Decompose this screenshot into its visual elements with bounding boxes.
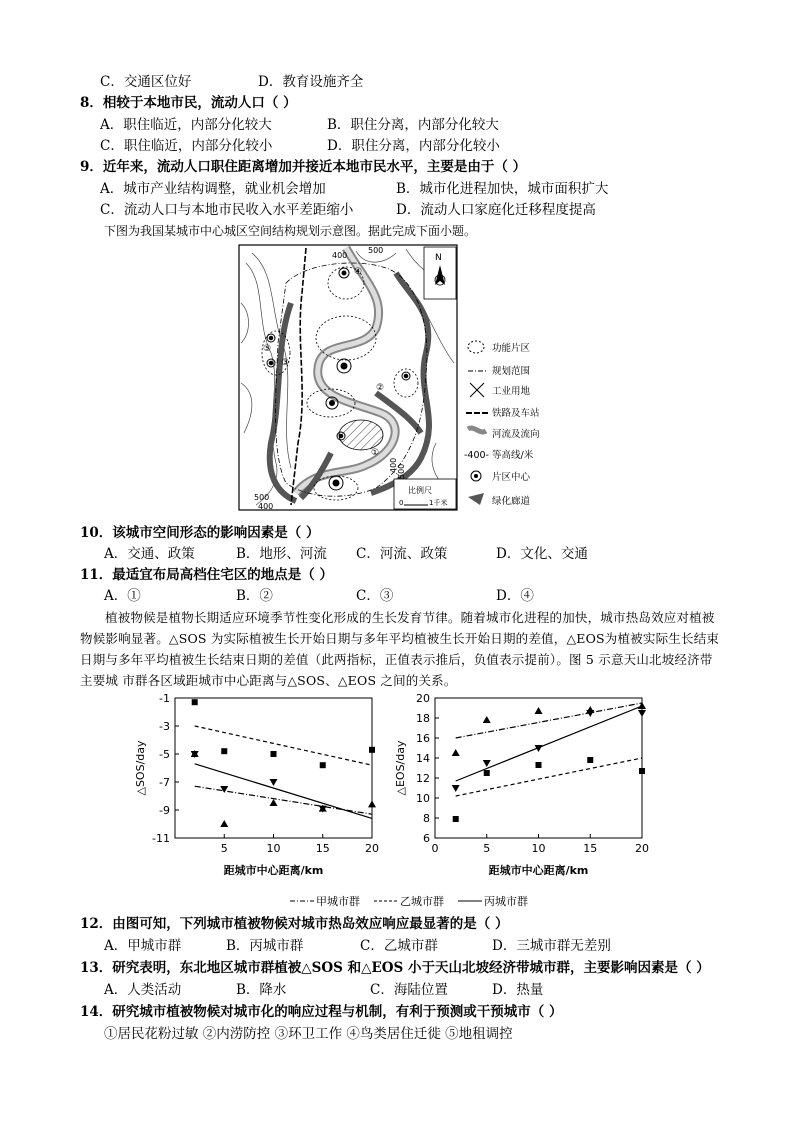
passage: 植被物候是植物长期适应环境季节性变化形成的生长发育节律。随着城市化进程的加快，城市热岛效应对植被物候影响显著。△SOS 为实际植被生长开始日期与多年平均植被生长开始日期的差值，△EOS为植被实际生长结束日期与多年平均植被生长结束日期的差值（此两指标，正值表示推后，负值表示提前）。图 5 示意天山北坡经济带主要城 市群各区域距城市中心距离与△SOS、△EOS 之间的关系。 [80,610,720,688]
marker-5: ⑤ [263,344,272,354]
point-square [221,748,227,754]
svg-text:400: 400 [332,251,348,260]
q8-option-c: C．职住临近，内部分化较小 [100,138,273,154]
y-tick-label: -1 [159,692,170,705]
trend-line [195,726,372,765]
y-tick-label: 12 [416,772,430,785]
y-tick-label: -11 [152,832,170,845]
svg-text:500: 500 [254,493,270,502]
point-square [271,751,277,757]
legend-line-jia [290,897,316,905]
svg-text:400: 400 [258,502,274,511]
point-triangle-down [483,760,491,767]
q11-stem: 11．最适宜布局高档住宅区的地点是（ ） [80,567,333,583]
x-tick-label: 10 [531,842,546,855]
q8-option-d: D．职住分离，内部分化较小 [327,138,500,154]
q9-option-b: B．城市化进程加快，城市面积扩大 [396,181,609,197]
q7-option-c: C．交通区位好 [100,74,192,90]
map-intro: 下图为我国某城市中心城区空间结构规划示意图。据此完成下面小题。 [104,224,477,238]
plot-frame [175,698,372,838]
point-triangle-up [535,707,543,714]
marker-1: ① [371,448,380,458]
q10-stem: 10．该城市空间形态的影响因素是（ ） [80,525,320,541]
legend-industrial: 工业用地 [492,386,531,397]
marker-3: ③ [281,358,290,368]
q9-option-c: C．流动人口与本地市民收入水平差距缩小 [100,202,354,218]
y-tick-label: -7 [159,776,170,789]
y-tick-label: -5 [159,748,170,761]
legend-center: 片区中心 [492,472,531,483]
x-axis-label: 距城市中心距离/km [223,864,324,877]
point-triangle-down [638,710,646,717]
y-tick-label: 20 [416,692,430,705]
svg-text:比例尺: 比例尺 [408,486,432,495]
y-tick-label: 6 [423,832,430,845]
x-tick-label: 15 [315,842,330,855]
x-tick-label: 10 [266,842,281,855]
legend-green-corridor: 绿化廊道 [492,496,531,507]
q7-option-d: D．教育设施齐全 [258,74,364,90]
svg-text:500: 500 [368,246,384,255]
sos-chart [130,690,390,890]
map-legend [464,341,540,507]
point-triangle-up [270,799,278,806]
trend-line [195,764,372,819]
scale-bar [394,479,456,509]
north-arrow [424,247,456,299]
x-tick-label: 5 [483,842,491,855]
point-triangle-up [586,706,594,713]
q10-option-b: B．地形、河流 [236,546,327,562]
x-tick-label: 20 [365,842,379,855]
point-triangle-up [452,749,460,756]
svg-text:1千米: 1千米 [429,499,448,507]
y-axis-label: △SOS/day [134,740,147,796]
legend-planning-boundary: 规划范围 [492,366,531,377]
marker-2: ② [376,383,385,393]
point-square [192,699,198,705]
point-triangle-down [270,779,278,786]
y-tick-label: -3 [159,720,170,733]
y-axis-label: △EOS/day [394,740,407,796]
q13-option-a: A．人类活动 [104,982,182,998]
q11-option-b: B．② [236,588,273,604]
legend-railway: 铁路及车站 [492,408,540,419]
q12-stem: 12．由图可知，下列城市植被物候对城市热岛效应响应最显著的是（ ） [80,916,509,932]
trend-line [456,706,642,781]
q9-option-d: D．流动人口家庭化迁移程度提高 [396,202,596,218]
y-tick-label: -9 [159,804,170,817]
city-structure-map [236,243,556,515]
legend-label-jia: 甲城市群 [316,895,360,908]
y-tick-label: 10 [416,792,430,805]
point-square [536,762,542,768]
q12-option-c: C．乙城市群 [360,938,438,954]
y-tick-label: 16 [416,732,430,745]
q8-stem: 8．相较于本地市民，流动人口（ ） [80,95,297,111]
legend-label-yi: 乙城市群 [400,895,444,908]
point-triangle-down [452,785,460,792]
chart-legend [290,893,528,909]
q12-option-a: A．甲城市群 [104,938,182,954]
point-triangle-down [220,786,228,793]
legend-river: 河流及流向 [492,429,540,440]
eos-chart [390,690,660,890]
point-square [320,762,326,768]
q14-stem: 14．研究城市植被物候对城市化的响应过程与机制，有利于预测或干预城市（ ） [80,1004,563,1020]
q12-option-b: B．丙城市群 [226,938,304,954]
q13-stem: 13．研究表明，东北地区城市群植被△SOS 和△EOS 小于天山北坡经济带城市群，主要影响因素是（ ） [80,960,710,976]
svg-text:N: N [435,253,442,263]
industrial-land [339,420,383,450]
q13-option-b: B．降水 [236,982,287,998]
legend-contour: -400- 等高线/米 [464,450,534,461]
legend-line-bing [458,897,484,905]
q11-option-d: D．④ [496,588,534,604]
svg-text:400: 400 [389,457,398,473]
x-tick-label: 0 [431,842,439,855]
point-square [453,816,459,822]
q10-option-c: C．河流、政策 [356,546,448,562]
svg-text:500: 500 [397,463,406,479]
point-square [639,768,645,774]
x-tick-label: 20 [635,842,649,855]
legend-label-bing: 丙城市群 [484,895,528,908]
point-triangle-up [638,702,646,709]
y-tick-label: 8 [423,812,430,825]
point-square [484,770,490,776]
q8-option-b: B．职住分离，内部分化较大 [327,117,499,133]
point-triangle-up [220,820,228,827]
point-square [369,747,375,753]
point-square [587,757,593,763]
q10-option-d: D．文化、交通 [496,546,588,562]
x-tick-label: 5 [220,842,228,855]
q11-option-a: A．① [104,588,141,604]
q14-items: ①居民花粉过敏 ②内涝防控 ③环卫工作 ④鸟类居住迁徙 ⑤地租调控 [104,1026,513,1042]
trend-line [456,758,642,796]
legend-line-yi [374,897,400,905]
point-triangle-up [368,800,376,807]
q13-option-c: C．海陆位置 [370,982,448,998]
legend-function-area: 功能片区 [492,343,531,354]
q13-option-d: D．热量 [492,982,544,998]
y-tick-label: 18 [416,712,430,725]
x-tick-label: 15 [583,842,598,855]
q10-option-a: A．交通、政策 [104,546,195,562]
q8-option-a: A．职住临近，内部分化较大 [100,117,272,133]
marker-4: ④ [354,267,363,277]
q9-option-a: A．城市产业结构调整，就业机会增加 [100,181,326,197]
q12-option-d: D．三城市群无差别 [492,938,611,954]
trend-line [456,703,642,738]
q11-option-c: C．③ [356,588,394,604]
svg-text:0: 0 [399,499,404,507]
point-triangle-up [483,716,491,723]
x-axis-label: 距城市中心距离/km [488,864,589,877]
q9-stem: 9．近年来，流动人口职住距离增加并接近本地市民水平，主要是由于（ ） [80,159,527,175]
y-tick-label: 14 [416,752,430,765]
